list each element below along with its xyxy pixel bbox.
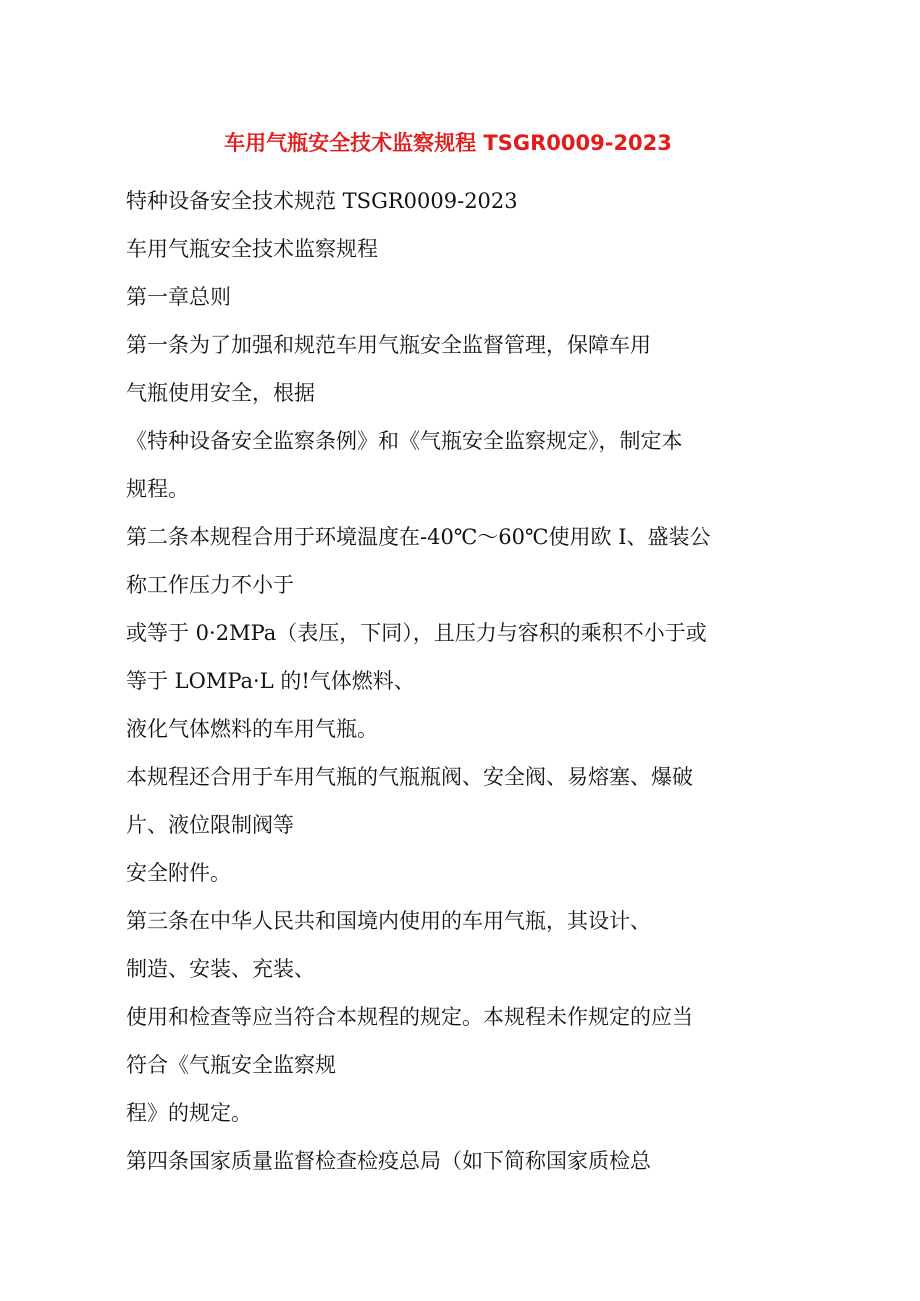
text-line-1: 特种设备安全技术规范 TSGR0009-2023: [126, 189, 518, 213]
text-line-2: 车用气瓶安全技术监察规程: [126, 237, 378, 261]
text-line-14: 片、液位限制阀等: [126, 813, 294, 837]
text-line-19: 符合《气瓶安全监察规: [126, 1053, 336, 1077]
document-body: [126, 185, 786, 1193]
document-title: 车用气瓶安全技术监察规程 TSGR0009-2023: [224, 131, 672, 155]
text-line-10: 或等于 0·2MPa（表压，下同），且压力与容积的乘积不小于或: [126, 621, 707, 645]
text-line-7: 规程。: [126, 477, 189, 501]
text-line-6: 《特种设备安全监察条例》和《气瓶安全监察规定》，制定本: [126, 429, 683, 453]
text-line-12: 液化气体燃料的车用气瓶。: [126, 717, 378, 741]
text-line-11: 等于 LOMPa·L 的!气体燃料、: [126, 669, 415, 693]
text-line-5: 气瓶使用安全，根据: [126, 381, 315, 405]
text-line-18: 使用和检查等应当符合本规程的规定。本规程未作规定的应当: [126, 1005, 693, 1029]
text-line-20: 程》的规定。: [126, 1101, 252, 1125]
text-line-13: 本规程还合用于车用气瓶的气瓶瓶阀、安全阀、易熔塞、爆破: [126, 765, 693, 789]
text-line-8: 第二条本规程合用于环境温度在-40℃～60℃使用欧 I、盛装公: [126, 525, 711, 549]
text-line-15: 安全附件。: [126, 861, 231, 885]
text-line-21: 第四条国家质量监督检查检疫总局（如下简称国家质检总: [126, 1149, 651, 1173]
text-line-4: 第一条为了加强和规范车用气瓶安全监督管理，保障车用: [126, 333, 651, 357]
text-line-16: 第三条在中华人民共和国境内使用的车用气瓶，其设计、: [126, 909, 651, 933]
text-line-9: 称工作压力不小于: [126, 573, 294, 597]
text-line-17: 制造、安装、充装、: [126, 957, 315, 981]
text-line-3: 第一章总则: [126, 285, 231, 309]
